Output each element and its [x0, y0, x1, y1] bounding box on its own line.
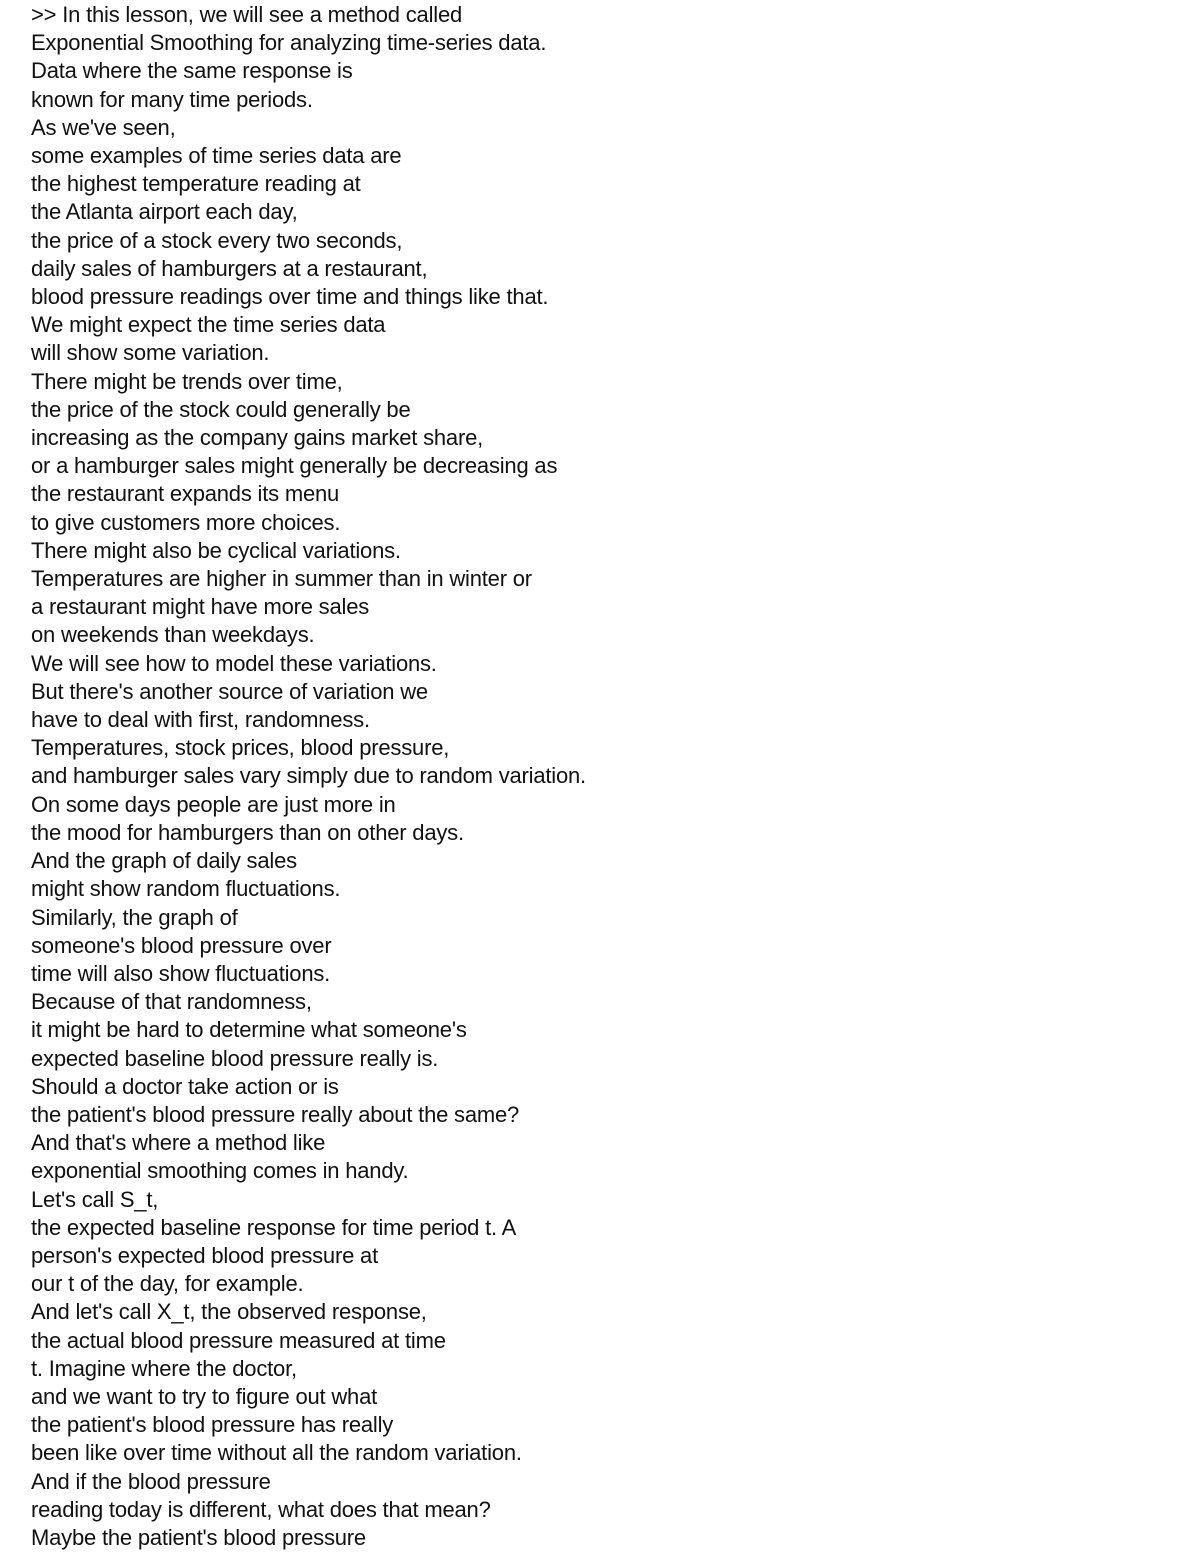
- transcript-line: expected baseline blood pressure really is.: [31, 1045, 439, 1071]
- transcript-line: been like over time without all the random variation.: [31, 1440, 522, 1466]
- transcript-line: our t of the day, for example.: [31, 1271, 304, 1297]
- transcript-line: to give customers more choices.: [31, 509, 341, 535]
- transcript-line: or a hamburger sales might generally be decreasing as: [31, 453, 558, 479]
- transcript-line: some examples of time series data are: [31, 143, 402, 169]
- transcript-line: the expected baseline response for time period t. A: [31, 1214, 517, 1240]
- transcript-line: We might expect the time series data: [31, 312, 386, 338]
- transcript-line: Because of that randomness,: [31, 989, 312, 1015]
- transcript-line: Data where the same response is: [31, 58, 353, 84]
- transcript-line: on weekends than weekdays.: [31, 622, 315, 648]
- transcript-line: might show random fluctuations.: [31, 876, 341, 902]
- transcript-line: t. Imagine where the doctor,: [31, 1355, 297, 1381]
- transcript-line: time will also show fluctuations.: [31, 960, 331, 986]
- transcript-line: And if the blood pressure: [31, 1468, 271, 1494]
- transcript-line: the patient's blood pressure really about the same?: [31, 1101, 520, 1127]
- transcript-line: exponential smoothing comes in handy.: [31, 1158, 409, 1184]
- transcript-line: and hamburger sales vary simply due to random variation.: [31, 763, 586, 789]
- transcript-line: the price of a stock every two seconds,: [31, 227, 403, 253]
- transcript-line: And the graph of daily sales: [31, 848, 297, 874]
- transcript-line: will show some variation.: [31, 340, 270, 366]
- transcript-line: Exponential Smoothing for analyzing time-series data.: [31, 30, 547, 56]
- transcript-line: Similarly, the graph of: [31, 904, 238, 930]
- transcript-line: known for many time periods.: [31, 86, 313, 112]
- transcript-line: There might also be cyclical variations.: [31, 537, 401, 563]
- transcript-line: a restaurant might have more sales: [31, 594, 370, 620]
- transcript-text: [31, 1, 586, 1552]
- transcript-line: We will see how to model these variations.: [31, 650, 437, 676]
- transcript-line: Let's call S_t,: [31, 1186, 159, 1212]
- transcript-line: Maybe the patient's blood pressure: [31, 1524, 366, 1550]
- transcript-line: There might be trends over time,: [31, 368, 343, 394]
- transcript-line: the actual blood pressure measured at time: [31, 1327, 446, 1353]
- transcript-line: blood pressure readings over time and things like that.: [31, 284, 549, 310]
- transcript-line: >> In this lesson, we will see a method called: [31, 2, 463, 27]
- transcript-line: Temperatures, stock prices, blood pressure,: [31, 735, 450, 761]
- transcript-line: the Atlanta airport each day,: [31, 199, 298, 225]
- transcript-line: the highest temperature reading at: [31, 171, 361, 197]
- transcript-line: And that's where a method like: [31, 1130, 326, 1156]
- transcript-line: reading today is different, what does that mean?: [31, 1496, 491, 1522]
- transcript-line: the price of the stock could generally be: [31, 396, 411, 422]
- transcript-line: But there's another source of variation we: [31, 678, 428, 704]
- transcript-line: the patient's blood pressure has really: [31, 1412, 394, 1438]
- transcript-line: increasing as the company gains market share,: [31, 425, 484, 451]
- transcript-line: On some days people are just more in: [31, 791, 396, 817]
- transcript-line: the restaurant expands its menu: [31, 481, 340, 507]
- transcript-line: someone's blood pressure over: [31, 932, 332, 958]
- transcript-line: the mood for hamburgers than on other days.: [31, 819, 464, 845]
- transcript-line: Temperatures are higher in summer than in winter or: [31, 566, 532, 592]
- transcript-line: daily sales of hamburgers at a restaurant,: [31, 255, 428, 281]
- transcript-line: and we want to try to figure out what: [31, 1383, 378, 1409]
- transcript-line: person's expected blood pressure at: [31, 1242, 378, 1268]
- transcript-line: Should a doctor take action or is: [31, 1073, 339, 1099]
- transcript-line: have to deal with first, randomness.: [31, 707, 370, 733]
- transcript-line: As we've seen,: [31, 114, 176, 140]
- transcript-line: it might be hard to determine what someone's: [31, 1017, 467, 1043]
- transcript-line: And let's call X_t, the observed response,: [31, 1299, 427, 1325]
